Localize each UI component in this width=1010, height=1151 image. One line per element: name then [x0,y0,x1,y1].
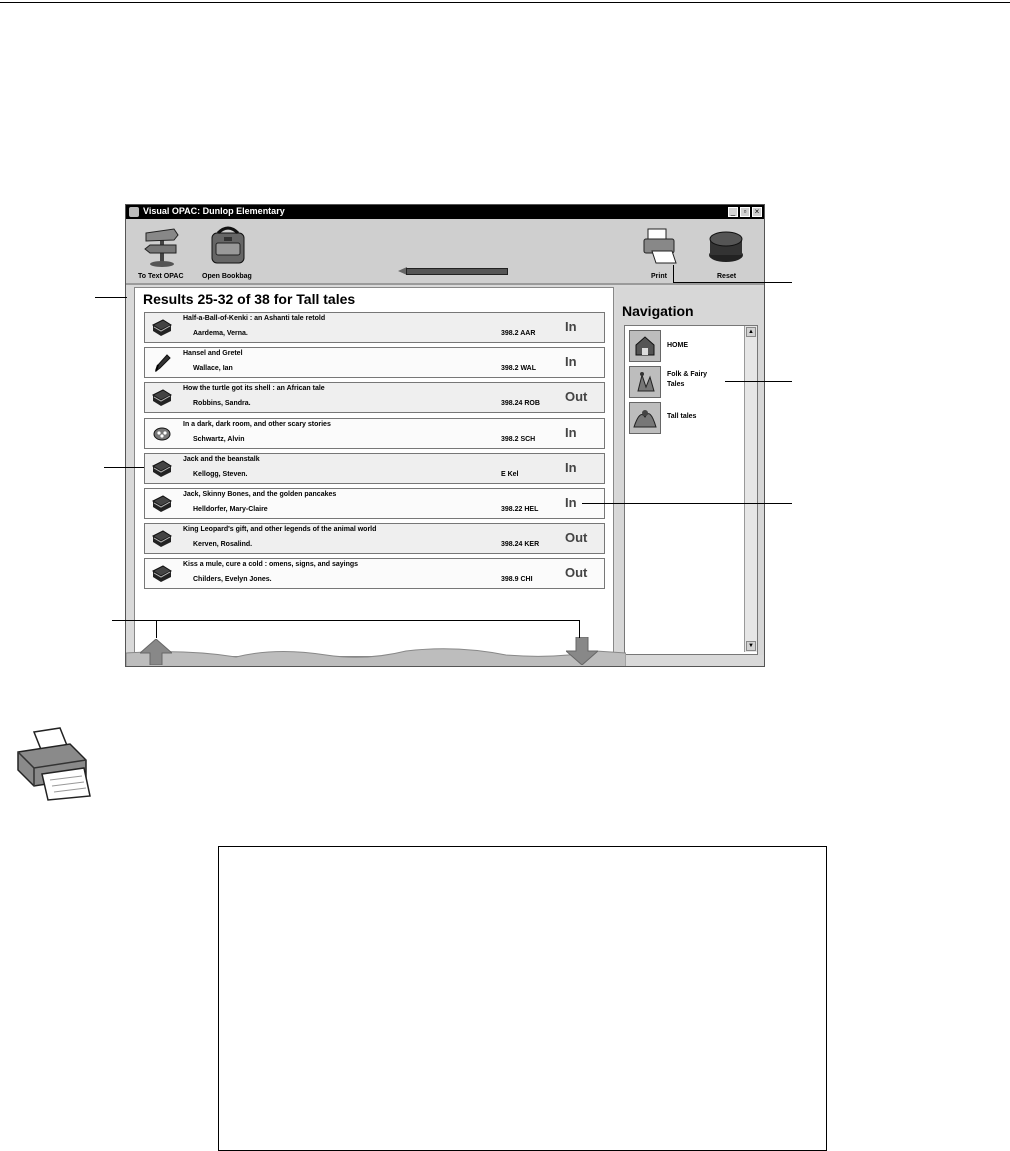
callout-status [582,503,792,504]
result-title[interactable]: Half-a-Ball-of-Kenki : an Ashanti tale retold [183,315,326,322]
result-title[interactable]: In a dark, dark room, and other scary stories [183,421,331,428]
fairy-tale-icon [629,366,661,398]
signpost-icon [140,223,184,267]
toolbar [126,219,764,285]
result-call-number: 398.24 KER [501,541,540,548]
result-title[interactable]: King Leopard's gift, and other legends of the animal world [183,526,377,533]
result-call-number: 398.2 WAL [501,365,537,372]
visual-opac-window [125,204,765,667]
result-row[interactable] [144,523,605,554]
result-author: Wallace, Ian [193,365,233,372]
result-call-number: E Kel [501,471,519,478]
results-panel [134,287,614,657]
result-author: Childers, Evelyn Jones. [193,576,272,583]
result-title[interactable]: Hansel and Gretel [183,350,243,357]
previous-page-up-arrow-icon[interactable] [140,639,172,665]
nav-item-tall-tales[interactable] [629,402,739,434]
reset-label: Reset [717,273,737,280]
result-status: In [565,495,577,510]
navigation-scrollbar[interactable] [744,326,757,652]
nav-label-folk-fairy-line2: Tales [667,381,685,388]
result-author: Schwartz, Alvin [193,436,245,443]
pen-icon [152,354,172,372]
bookbag-icon [206,223,250,267]
result-status: In [565,319,577,334]
result-call-number: 398.2 AAR [501,330,536,337]
to-text-opac-button[interactable] [140,223,184,269]
to-text-opac-label: To Text OPAC [138,273,184,280]
result-status: Out [565,530,588,545]
result-author: Kerven, Rosalind. [193,541,253,548]
top-rule [0,2,1010,3]
callout-print-stem [673,265,674,283]
house-icon [629,330,661,362]
print-button[interactable] [640,223,680,269]
navigation-panel [616,287,764,655]
scroll-down-arrow-icon[interactable]: ▼ [746,641,756,651]
callout-arrows-right-stem [579,620,580,638]
book-icon [152,389,172,407]
print-label: Print [651,273,667,280]
result-row[interactable] [144,488,605,519]
result-call-number: 398.22 HEL [501,506,539,513]
title-bar [126,205,764,219]
book-icon [152,530,172,548]
result-call-number: 398.2 SCH [501,436,536,443]
book-icon [152,565,172,583]
result-status: Out [565,389,588,404]
callout-print [673,282,792,283]
result-author: Aardema, Verna. [193,330,248,337]
callout-arrows-left-stem [156,620,157,638]
slider-track [406,268,508,275]
result-status: In [565,425,577,440]
results-position-slider[interactable] [398,267,510,275]
scroll-up-arrow-icon[interactable]: ▲ [746,327,756,337]
open-bookbag-button[interactable] [206,223,250,269]
result-author: Robbins, Sandra. [193,400,251,407]
result-row[interactable] [144,418,605,449]
result-status: Out [565,565,588,580]
nav-label-folk-fairy-line1: Folk & Fairy [667,371,708,378]
callout-result-row [104,467,144,468]
result-call-number: 398.24 ROB [501,400,540,407]
result-title[interactable]: How the turtle got its shell : an African tale [183,385,325,392]
open-bookbag-label: Open Bookbag [202,273,252,280]
book-icon [152,460,172,478]
navigation-heading: Navigation [622,303,694,319]
reset-button[interactable] [706,223,746,269]
nav-label-tall-tales: Tall tales [667,413,697,420]
result-row[interactable] [144,312,605,343]
result-author: Kellogg, Steven. [193,471,248,478]
nav-item-home[interactable] [629,330,739,362]
results-heading: Results 25-32 of 38 for Tall tales [143,291,356,307]
printer-icon [640,223,680,267]
callout-results-heading [95,297,127,298]
printer-icon [12,726,92,802]
film-reel-icon [152,425,172,443]
result-row[interactable] [144,453,605,484]
result-status: In [565,354,577,369]
maximize-button[interactable]: ▫ [740,207,750,217]
result-row[interactable] [144,347,605,378]
tall-tales-icon [629,402,661,434]
result-status: In [565,460,577,475]
result-call-number: 398.9 CHI [501,576,533,583]
window-title: Visual OPAC: Dunlop Elementary [143,206,285,216]
result-row[interactable] [144,558,605,589]
reset-button-icon [706,223,746,267]
app-icon [129,207,139,217]
result-title[interactable]: Kiss a mule, cure a cold : omens, signs, and sayings [183,561,359,568]
callout-navigation [725,381,792,382]
nav-label-home: HOME [667,342,688,349]
navigation-list [624,325,758,655]
empty-answer-box [218,846,827,1151]
book-icon [152,495,172,513]
minimize-button[interactable]: _ [728,207,738,217]
result-title[interactable]: Jack, Skinny Bones, and the golden pancakes [183,491,337,498]
nav-item-folk-fairy-tales[interactable] [629,366,739,398]
result-author: Helldorfer, Mary-Claire [193,506,268,513]
result-title[interactable]: Jack and the beanstalk [183,456,260,463]
page-arrows-strip [126,643,626,667]
result-row[interactable] [144,382,605,413]
book-icon [152,319,172,337]
callout-arrows [112,620,580,621]
close-button[interactable]: × [752,207,762,217]
next-page-down-arrow-icon[interactable] [566,637,598,665]
